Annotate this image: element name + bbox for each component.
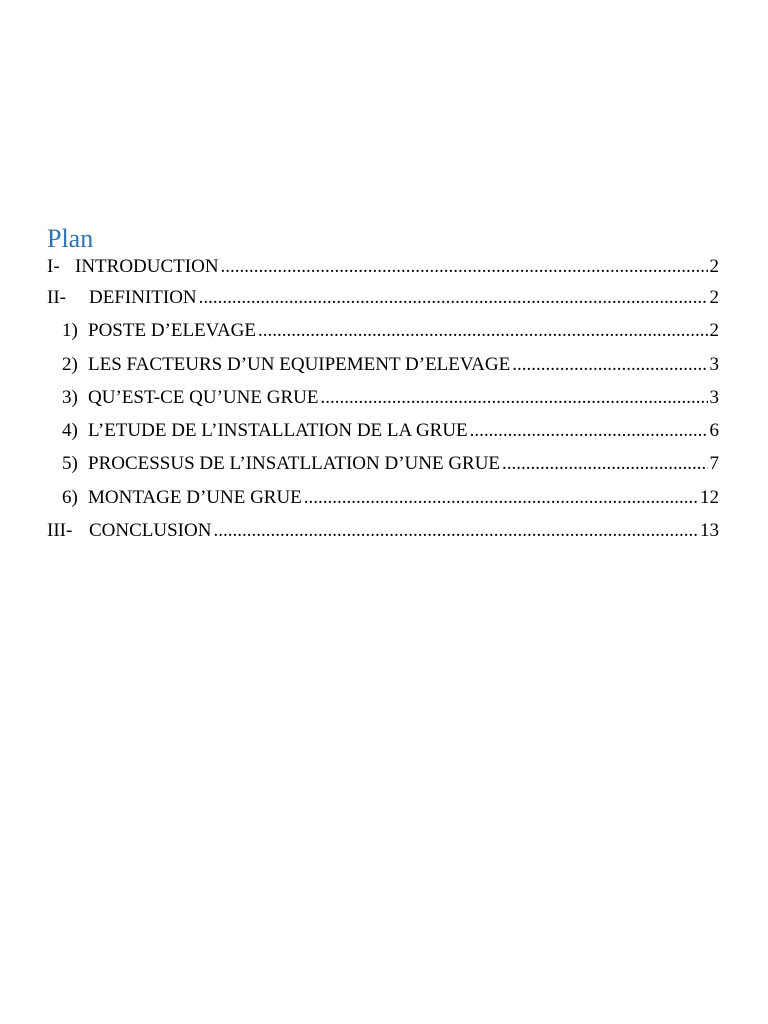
toc-entry-page: 12	[700, 486, 719, 508]
toc-entry-number: 3)	[62, 386, 78, 408]
toc-entry-facteurs-equipement[interactable]	[47, 354, 719, 387]
toc-entry-label: DEFINITION	[89, 287, 197, 308]
toc-entry-label: QU’EST-CE QU’UNE GRUE	[88, 386, 319, 408]
toc-dot-leader	[304, 487, 698, 509]
toc-entry-introduction[interactable]	[47, 256, 719, 287]
toc-dot-leader	[221, 256, 708, 278]
toc-entry-page: 2	[709, 287, 719, 308]
toc-entry-page: 2	[709, 320, 719, 342]
toc-dot-leader	[258, 320, 707, 342]
toc-entry-etude-installation[interactable]	[47, 420, 719, 453]
toc-entry-label: PROCESSUS DE L’INSATLLATION D’UNE GRUE	[88, 453, 501, 475]
table-of-contents	[47, 222, 719, 553]
toc-entry-page: 7	[709, 453, 719, 475]
toc-entry-number: II-	[47, 287, 66, 308]
toc-entry-number: 5)	[62, 453, 78, 475]
toc-entry-poste-elevage[interactable]	[47, 320, 719, 353]
toc-entry-definition[interactable]	[47, 287, 719, 320]
toc-entry-processus-installation[interactable]	[47, 453, 719, 486]
toc-list	[47, 256, 719, 553]
toc-entry-number: I-	[47, 256, 60, 277]
toc-entry-label: CONCLUSION	[89, 520, 212, 542]
toc-entry-number: 6)	[62, 486, 78, 508]
toc-dot-leader	[502, 453, 707, 475]
toc-entry-page: 3	[709, 386, 719, 408]
toc-entry-page: 13	[700, 520, 719, 542]
toc-entry-number: 1)	[62, 320, 78, 342]
toc-entry-label: LES FACTEURS D’UN EQUIPEMENT D’ELEVAGE	[88, 353, 511, 375]
toc-dot-leader	[199, 287, 708, 309]
toc-entry-page: 2	[709, 256, 719, 277]
toc-dot-leader	[213, 520, 698, 542]
toc-entry-label: L’ETUDE DE L’INSTALLATION DE LA GRUE	[88, 420, 468, 442]
toc-entry-label: INTRODUCTION	[75, 256, 219, 277]
toc-entry-quest-ce-grue[interactable]	[47, 387, 719, 420]
toc-entry-number: 2)	[62, 353, 78, 375]
toc-entry-page: 6	[709, 420, 719, 442]
toc-entry-conclusion[interactable]	[47, 520, 719, 553]
toc-dot-leader	[320, 387, 707, 409]
toc-dot-leader	[512, 354, 707, 376]
toc-entry-number: 4)	[62, 420, 78, 442]
toc-entry-label: POSTE D’ELEVAGE	[88, 320, 257, 342]
toc-title: Plan	[47, 224, 94, 253]
toc-entry-label: MONTAGE D’UNE GRUE	[88, 486, 302, 508]
toc-entry-page: 3	[709, 353, 719, 375]
toc-dot-leader	[470, 420, 708, 442]
toc-entry-montage-grue[interactable]	[47, 487, 719, 520]
toc-entry-number: III-	[47, 520, 73, 542]
